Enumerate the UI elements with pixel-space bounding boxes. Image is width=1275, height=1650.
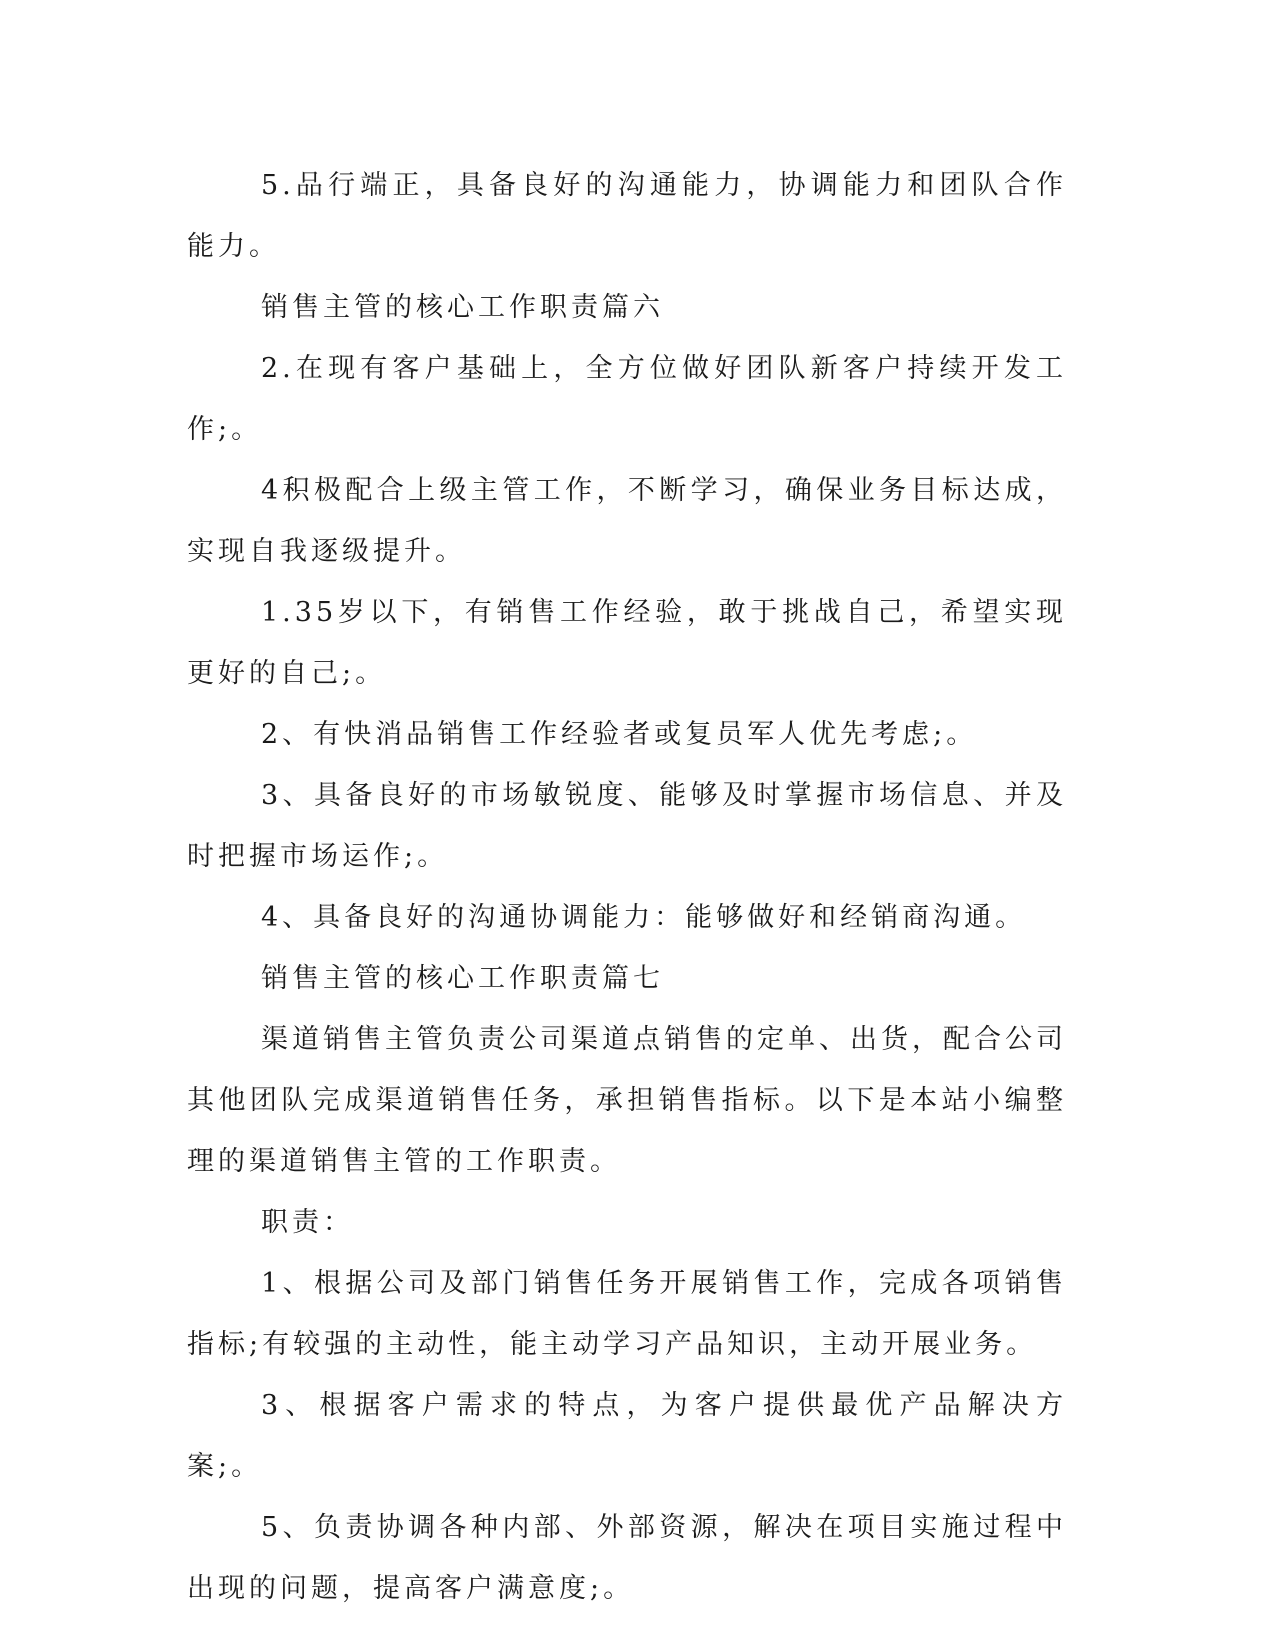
paragraph-requirement-3: 3、具备良好的市场敏锐度、能够及时掌握市场信息、并及时把握市场运作;。 (187, 780, 1067, 872)
paragraph-duty-2: 2.在现有客户基础上，全方位做好团队新客户持续开发工作;。 (187, 353, 1067, 445)
paragraph-requirement-1: 1.35岁以下，有销售工作经验，敢于挑战自己，希望实现更好的自己;。 (187, 597, 1067, 689)
paragraph-duty-3: 3、根据客户需求的特点，为客户提供最优产品解决方案;。 (187, 1390, 1067, 1482)
paragraph-intro: 渠道销售主管负责公司渠道点销售的定单、出货，配合公司其他团队完成渠道销售任务，承担销售指标。以下是本站小编整理的渠道销售主管的工作职责。 (187, 1024, 1067, 1177)
paragraph-requirement-4: 4、具备良好的沟通协调能力：能够做好和经销商沟通。 (261, 902, 1027, 933)
paragraph-duties-label: 职责： (261, 1207, 354, 1238)
paragraph-duty-4: 4积极配合上级主管工作，不断学习，确保业务目标达成，实现自我逐级提升。 (187, 475, 1067, 567)
paragraph-requirement-2: 2、有快消品销售工作经验者或复员军人优先考虑;。 (261, 719, 978, 750)
paragraph-duty-1: 1、根据公司及部门销售任务开展销售工作，完成各项销售指标;有较强的主动性，能主动学习产品知识，主动开展业务。 (187, 1268, 1067, 1360)
section-heading-6: 销售主管的核心工作职责篇六 (261, 292, 664, 323)
document-body (187, 155, 1067, 1619)
paragraph-requirement-5: 5.品行端正，具备良好的沟通能力，协调能力和团队合作能力。 (187, 170, 1067, 262)
paragraph-duty-5: 5、负责协调各种内部、外部资源，解决在项目实施过程中出现的问题，提高客户满意度;。 (187, 1512, 1067, 1604)
section-heading-7: 销售主管的核心工作职责篇七 (261, 963, 664, 994)
